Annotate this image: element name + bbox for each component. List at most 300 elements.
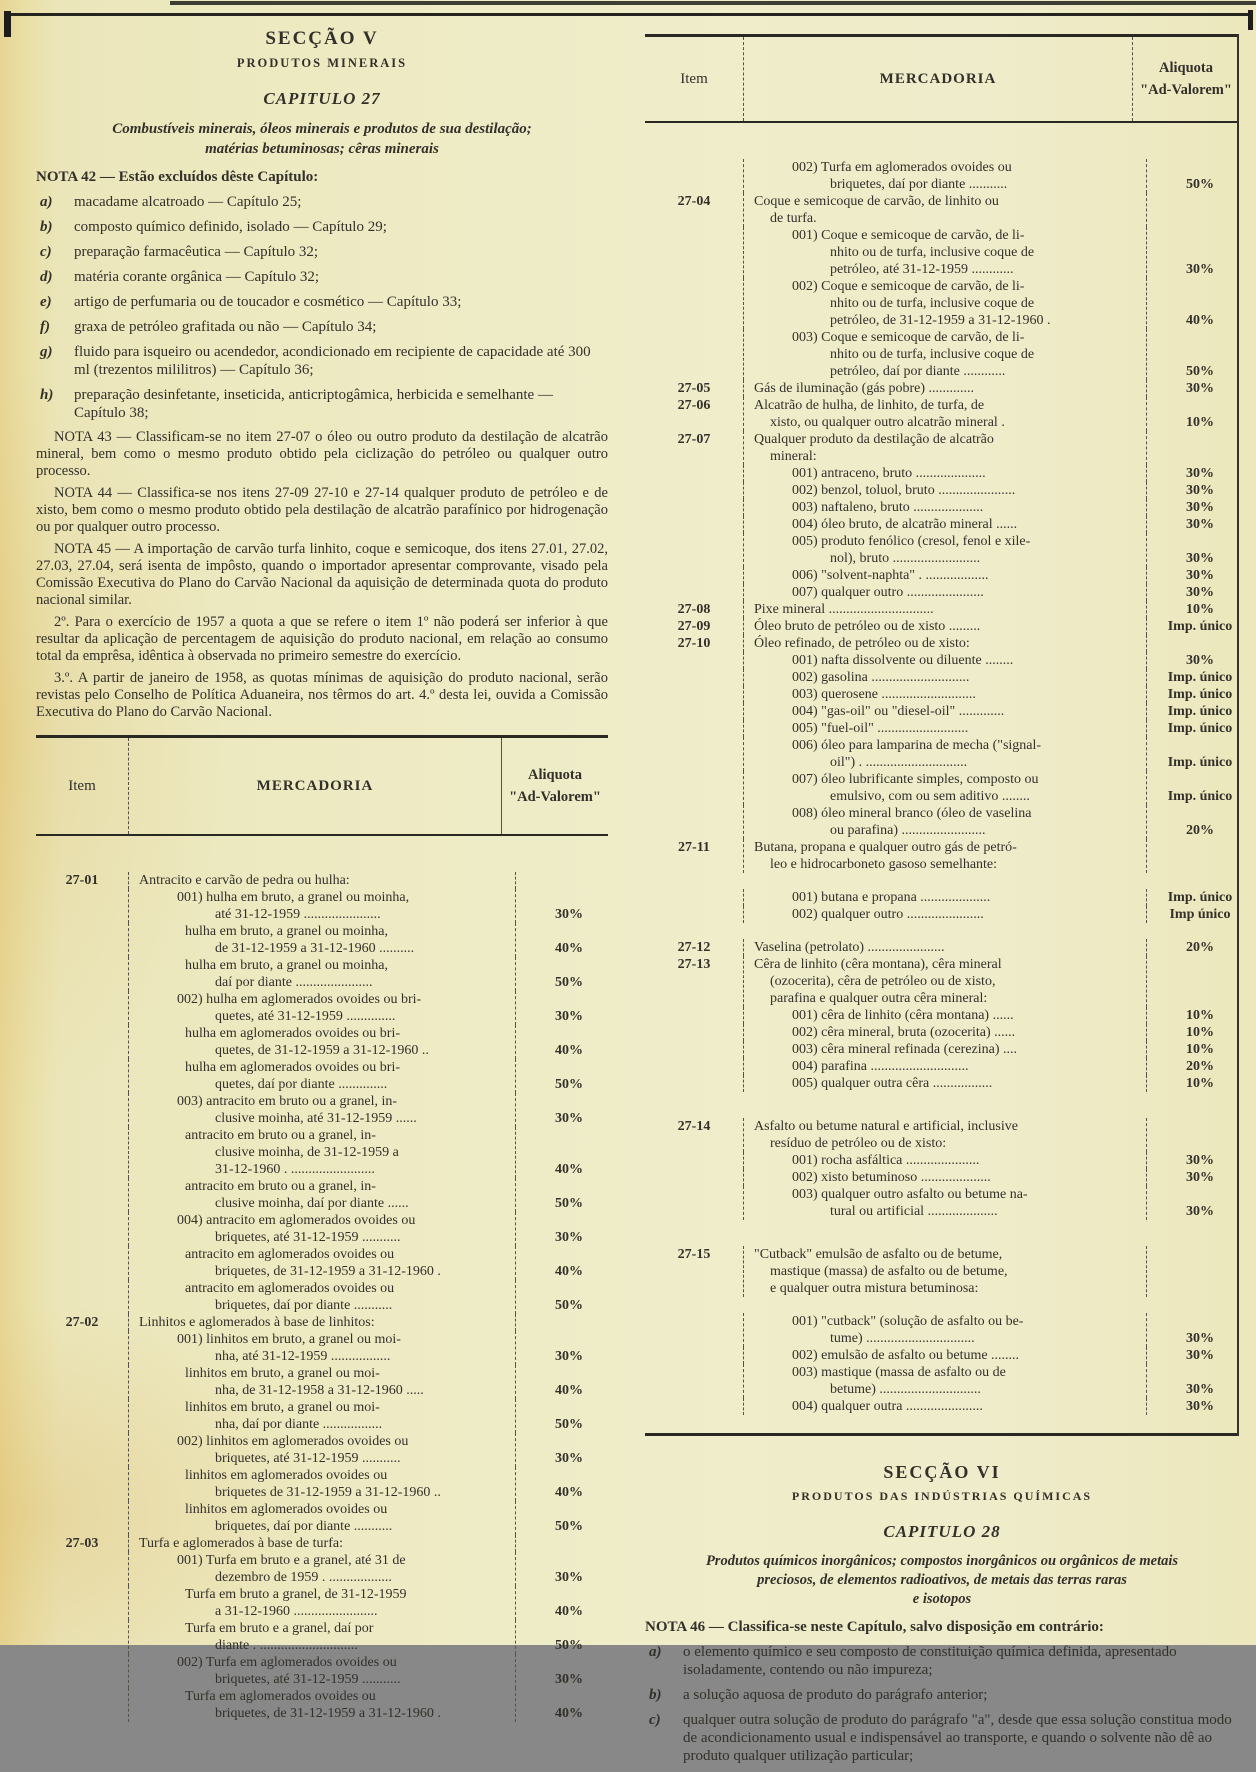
note-item-text: fluido para isqueiro ou acendedor, acondicionado em recipiente de capacidade até 300 ml (trezentos mililitros) — Capítulo 36; [74,344,591,378]
note-item-text: a solução aquosa de produto do parágrafo anterior; [683,1687,988,1703]
merchandise-description [128,1246,516,1280]
rate-value: 40% [555,1383,583,1398]
description-line: xisto, ou qualquer outro alcatrão mineral . [770,415,1005,430]
item-code [645,1041,743,1058]
column-header-mercadoria: MERCADORIA [128,738,502,834]
description-line: de turfa. [770,211,817,226]
merchandise-description [128,1331,516,1365]
note-item [36,386,608,422]
item-code [36,1552,128,1586]
item-code [36,957,128,991]
merchandise-description [743,771,1147,805]
description-line: briquetes de 31-12-1959 a 31-12-1960 .. [215,1485,441,1500]
merchandise-description [743,906,1147,923]
description-line: petróleo, daí por diante ............ [830,364,1006,379]
description-line: daí por diante ...................... [215,975,373,990]
description-line: linhitos em bruto, a granel ou moi- [185,1400,380,1415]
note-item-label: a) [40,194,53,210]
description-line: Asfalto ou betume natural e artificial, inclusive [754,1119,1018,1134]
aliquota-line2: "Ad-Valorem" [509,789,601,805]
tariff-table-right [645,34,1239,1436]
description-line: Turfa em bruto e a granel, daí por [185,1621,374,1636]
rate-value: 30% [1186,1170,1214,1185]
tariff-row [645,601,1237,618]
description-line: e qualquer outra mistura betuminosa: [770,1281,979,1296]
chapter-description-line1: Combustíveis minerais, óleos minerais e produtos de sua destilação; [112,121,532,137]
description-line: 002) hulha em aglomerados ovoides ou bri- [177,992,422,1007]
merchandise-description [743,1169,1147,1186]
tariff-row [645,669,1237,686]
item-code [36,1331,128,1365]
description-line: nhito ou de turfa, inclusive coque de [830,296,1035,311]
description-line: briquetes, até 31-12-1959 ........... [215,1230,401,1245]
description-line: briquetes, de 31-12-1959 a 31-12-1960 . [215,1264,441,1279]
description-line: 006) óleo para lamparina de mecha ("signal- [792,738,1042,753]
description-line: até 31-12-1959 ...................... [215,907,381,922]
note-item-text: graxa de petróleo grafitada ou não — Capítulo 34; [74,319,377,335]
item-code [645,1075,743,1092]
item-code [645,227,743,278]
item-code [645,516,743,533]
item-code [36,1586,128,1620]
tariff-row [36,1212,608,1246]
description-line: Óleo refinado, de petróleo ou de xisto: [754,636,970,651]
merchandise-description [743,720,1147,737]
rate-value: 30% [555,1451,583,1466]
rate-value: 10% [1186,415,1214,430]
tariff-row [645,635,1237,652]
item-code [645,1347,743,1364]
merchandise-description [128,1314,516,1331]
note-item-text: o elemento químico e seu composto de constituição química definida, apresentado isoladamente, contendo ou não impureza; [683,1644,1177,1678]
paragraph: NOTA 45 — A importação de carvão turfa linhito, coque e semicoque, dos itens 27.01, 27.02, 27.03, 27.04, será isenta de impôsto, quando o importador apresentar comprovante, visado pela Comissão Executiva do Plano do Carvão Nacional da aquisição de determinada quota do produto nacional similar. [36,541,608,608]
rate-value: 30% [1186,483,1214,498]
item-code [645,1024,743,1041]
description-line: 31-12-1960 . ........................ [215,1162,375,1177]
tariff-row [645,1313,1237,1347]
item-code [36,889,128,923]
merchandise-description [743,380,1147,397]
description-line: a 31-12-1960 ........................ [215,1604,378,1619]
description-line: petróleo, de 31-12-1959 a 31-12-1960 . [830,313,1051,328]
item-code [645,1364,743,1398]
rate-value: 30% [555,1672,583,1687]
item-code: 27-06 [677,398,711,413]
merchandise-description [128,1586,516,1620]
tariff-row [645,193,1237,227]
merchandise-description [743,956,1147,1007]
description-line: Butana, propana e qualquer outro gás de petró- [754,840,1017,855]
tariff-row [36,1178,608,1212]
rate-value: 30% [555,1570,583,1585]
note-item [645,1686,1239,1704]
aliquota-line1: Aliquota [528,767,582,783]
table-header [36,738,608,834]
merchandise-description [743,193,1147,227]
column-header-item: Item [680,70,708,87]
description-line: Qualquer produto da destilação de alcatrão [754,432,994,447]
description-line: diante . ............................ [215,1638,358,1653]
description-line: nhito ou de turfa, inclusive coque de [830,245,1035,260]
rate-value: 30% [555,1111,583,1126]
rate-value: 30% [1186,1399,1214,1414]
merchandise-description [128,889,516,923]
description-line: linhitos em bruto, a granel ou moi- [185,1366,380,1381]
description-line: briquetes, até 31-12-1959 ........... [215,1451,401,1466]
page-top-rule [170,1,1256,5]
description-line: 002) emulsão de asfalto ou betume ........ [792,1348,1020,1363]
rate-value: 30% [1186,1348,1214,1363]
tariff-row [36,1280,608,1314]
description-line: resíduo de petróleo ou de xisto: [770,1136,947,1151]
rate-value: 50% [555,1417,583,1432]
tariff-row [645,1398,1237,1415]
item-code [645,737,743,771]
description-line: briquetes, daí por diante ........... [830,177,1008,192]
rate-value [1147,431,1253,465]
merchandise-description [128,923,516,957]
rate-value: 50% [1186,364,1214,379]
merchandise-description [128,957,516,991]
rate-value: Imp. único [1167,721,1233,736]
rate-value [516,1535,622,1552]
note-item [36,268,608,286]
tariff-row [645,686,1237,703]
item-code [645,1398,743,1415]
item-code: 27-04 [677,194,711,209]
tariff-row [645,1024,1237,1041]
item-code [645,482,743,499]
paragraph: NOTA 43 — Classificam-se no item 27-07 o óleo ou outro produto da destilação de alcatrão mineral, bem como o mesmo produto obtido pela ciclização do petróleo ou qualquer outro processo. [36,429,608,479]
rate-value: Imp. único [1167,755,1233,770]
tariff-row [36,1586,608,1620]
note-item-label: b) [649,1687,662,1703]
chapter-description [36,119,608,159]
note-item [645,1711,1239,1765]
rate-value: 30% [1186,568,1214,583]
tariff-row [645,1075,1237,1092]
rate-value: 30% [1186,262,1214,277]
description-line: 001) hulha em bruto, a granel ou moinha, [177,890,410,905]
note-item-label: c) [649,1712,661,1728]
tariff-row [645,431,1237,465]
note-item-text: macadame alcatroado — Capítulo 25; [74,194,302,210]
merchandise-description [128,1688,516,1722]
description-line: quetes, de 31-12-1959 a 31-12-1960 .. [215,1043,429,1058]
description-line: Óleo bruto de petróleo ou de xisto ......... [754,619,981,634]
description-line: 001) antraceno, bruto .................... [792,466,986,481]
description-line: petróleo, até 31-12-1959 ............ [830,262,1014,277]
description-line: 002) Turfa em aglomerados ovoides ou [177,1655,397,1670]
description-line: nhito ou de turfa, inclusive coque de [830,347,1035,362]
tariff-row [36,1093,608,1127]
nota42-list [36,193,608,422]
description-line: parafina e qualquer outra cêra mineral: [770,991,988,1006]
rate-value [1147,1246,1253,1297]
note-item-label: f) [40,319,50,335]
merchandise-description [743,1007,1147,1024]
rate-value: 50% [555,1077,583,1092]
description-line: tume) ............................... [830,1331,975,1346]
description-line: 002) cêra mineral, bruta (ozocerita) ...... [792,1025,1016,1040]
description-line: 001) nafta dissolvente ou diluente ........ [792,653,1014,668]
item-code [645,906,743,923]
tariff-row [36,1620,608,1654]
item-code [36,923,128,957]
section-vi-block [645,1462,1239,1765]
item-code [36,1433,128,1467]
description-line: 004) "gas-oil" ou "diesel-oil" ............. [792,704,1005,719]
merchandise-description [128,991,516,1025]
rate-value: Imp. único [1167,704,1233,719]
rate-value: 20% [1186,940,1214,955]
merchandise-description [743,1186,1147,1220]
rate-value: 50% [555,975,583,990]
merchandise-description [128,1178,516,1212]
rate-value: Imp. único [1167,890,1233,905]
chapter-28-description [645,1552,1239,1609]
merchandise-description [743,618,1147,635]
item-code [645,669,743,686]
description-line: quetes, até 31-12-1959 .............. [215,1009,396,1024]
description-line: 002) xisto betuminoso .................... [792,1170,991,1185]
paragraph: 3.º. A partir de janeiro de 1958, as quotas mínimas de aquisição do produto nacional, serão revistas pelo Conselho de Política Aduaneira, nos têrmos do art. 4.º desta lei, ouvida a Comissão Executiva do Plano do Carvão Nacional. [36,670,608,720]
merchandise-description [743,1075,1147,1092]
item-code [36,1399,128,1433]
rate-value: 40% [1186,313,1214,328]
merchandise-description [128,1280,516,1314]
description-line: 003) cêra mineral refinada (cerezina) .... [792,1042,1018,1057]
item-code [645,465,743,482]
item-code [645,329,743,380]
tariff-row [645,1347,1237,1364]
nota42-intro: NOTA 42 — Estão excluídos dêste Capítulo: [36,169,319,185]
note-item-label: h) [40,387,54,403]
note-item-label: c) [40,244,52,260]
merchandise-description [128,1501,516,1535]
tariff-row [36,1552,608,1586]
item-code [36,1212,128,1246]
chapter-title: CAPITULO 27 [263,89,381,108]
merchandise-description [743,584,1147,601]
note-item-text: artigo de perfumaria ou de toucador e cosmético — Capítulo 33; [74,294,462,310]
merchandise-description [128,1552,516,1586]
description-line: 004) antracito em aglomerados ovoides ou [177,1213,416,1228]
tariff-row [645,465,1237,482]
description-line: 006) "solvent-naphta" . .................. [792,568,989,583]
merchandise-description [743,465,1147,482]
description-line: Turfa em bruto a granel, de 31-12-1959 [185,1587,407,1602]
item-code: 27-09 [677,619,711,634]
page-corner-mark-left [4,11,11,37]
item-code: 27-13 [677,957,711,972]
description-line: ou parafina) ........................ [830,823,986,838]
description-line: de 31-12-1959 a 31-12-1960 .......... [215,941,415,956]
tariff-row [36,872,608,889]
tariff-table-left [36,735,608,1732]
item-code: 27-10 [677,636,711,651]
tariff-row [645,516,1237,533]
rate-value: 30% [555,1349,583,1364]
item-code [645,805,743,839]
tariff-row [645,1152,1237,1169]
merchandise-description [743,499,1147,516]
tariff-row [36,1467,608,1501]
description-line: Antracito e carvão de pedra ou hulha: [139,873,350,888]
description-line: clusive moinha, daí por diante ...... [215,1196,409,1211]
tariff-row [36,1314,608,1331]
merchandise-description [743,397,1147,431]
note-item-label: g) [40,344,53,360]
rate-value: 40% [555,1485,583,1500]
description-line: dezembro de 1959 . .................. [215,1570,392,1585]
right-column [645,20,1239,1772]
item-code [36,1365,128,1399]
item-code [645,720,743,737]
rate-value: 20% [1186,1059,1214,1074]
description-line: 002) qualquer outro ...................... [792,907,984,922]
aliquota-line1: Aliquota [1159,60,1213,76]
table-header [645,37,1237,121]
description-line: 001) Coque e semicoque de carvão, de li- [792,228,1025,243]
merchandise-description [743,1364,1147,1398]
item-code [36,1688,128,1722]
tariff-row [645,1364,1237,1398]
merchandise-description [128,1059,516,1093]
tariff-row [645,567,1237,584]
tariff-row [645,906,1237,923]
note-item [36,193,608,211]
item-code [645,533,743,567]
item-code [645,703,743,720]
merchandise-description [743,1152,1147,1169]
column-header-aliquota [1133,57,1239,101]
tariff-row [36,1433,608,1467]
paragraph: preciosos, de elementos radioativos, de metais das terras raras [757,1572,1127,1588]
tariff-row [645,703,1237,720]
tariff-row [645,1118,1237,1152]
description-line: 008) óleo mineral branco (óleo de vaselina [792,806,1032,821]
rate-value: 30% [555,907,583,922]
note-item-text: composto químico definido, isolado — Capítulo 29; [74,219,387,235]
note-item [36,293,608,311]
description-line: Pixe mineral .............................. [754,602,934,617]
description-line: nha, daí por diante ................. [215,1417,383,1432]
item-code [645,1152,743,1169]
merchandise-description [743,533,1147,567]
table-body [36,836,608,1732]
rate-value: Imp. único [1167,619,1233,634]
merchandise-description [743,227,1147,278]
description-line: leo e hidrocarboneto gasoso semelhante: [770,857,998,872]
merchandise-description [743,737,1147,771]
item-code [36,1127,128,1178]
item-code [36,1093,128,1127]
description-line: 001) rocha asfáltica ..................... [792,1153,980,1168]
tariff-row [36,991,608,1025]
note-item [645,1643,1239,1679]
item-code: 27-03 [65,1536,99,1551]
description-line: hulha em aglomerados ovoides ou bri- [185,1026,401,1041]
description-line: 001) linhitos em bruto, a granel ou moi- [177,1332,401,1347]
item-code [645,278,743,329]
merchandise-description [743,1058,1147,1075]
column-header-mercadoria: MERCADORIA [743,37,1133,121]
merchandise-description [743,278,1147,329]
merchandise-description [743,1041,1147,1058]
rate-value: 50% [1186,177,1214,192]
chapter-28-title: CAPITULO 28 [883,1522,1001,1541]
item-code [36,1280,128,1314]
rate-value: 40% [555,1043,583,1058]
merchandise-description [128,1433,516,1467]
description-line: nha, de 31-12-1958 a 31-12-1960 ..... [215,1383,424,1398]
merchandise-description [743,1024,1147,1041]
rate-value: 40% [555,1264,583,1279]
merchandise-description [128,1535,516,1552]
merchandise-description [743,635,1147,652]
description-line: Turfa em aglomerados ovoides ou [185,1689,376,1704]
rate-value: 50% [555,1298,583,1313]
description-line: 005) "fuel-oil" .......................... [792,721,969,736]
rate-value: 10% [1186,1076,1214,1091]
item-code [645,686,743,703]
item-code [645,1169,743,1186]
rate-value: Imp. único [1167,670,1233,685]
item-code [645,1007,743,1024]
rate-value: 10% [1186,1025,1214,1040]
item-code [645,889,743,906]
tariff-row [645,839,1237,873]
merchandise-description [743,567,1147,584]
merchandise-description [743,686,1147,703]
merchandise-description [128,1654,516,1688]
rate-value: 30% [1186,585,1214,600]
merchandise-description [743,329,1147,380]
description-line: antracito em bruto ou a granel, in- [185,1179,376,1194]
tariff-row [645,380,1237,397]
description-line: briquetes, daí por diante ........... [215,1298,393,1313]
item-code [36,1620,128,1654]
description-line: Alcatrão de hulha, de linhito, de turfa, de [754,398,985,413]
rate-value: 10% [1186,1008,1214,1023]
nota46-list [645,1643,1239,1765]
tariff-row [36,923,608,957]
description-line: hulha em aglomerados ovoides ou bri- [185,1060,401,1075]
description-line: antracito em aglomerados ovoides ou [185,1281,395,1296]
description-line: Cêra de linhito (cêra montana), cêra mineral [754,957,1002,972]
item-code: 27-12 [677,940,711,955]
description-line: betume) ............................. [830,1382,981,1397]
paragraph: NOTA 44 — Classifica-se nos itens 27-09 27-10 e 27-14 qualquer produto de petróleo e de xisto, bem como o mesmo produto obtido pela destilação de alcatrão parafínico por hidrogenação ou por qualquer outro processo. [36,485,608,535]
tariff-row [645,1007,1237,1024]
tariff-row [645,278,1237,329]
merchandise-description [743,601,1147,618]
item-code [645,652,743,669]
tariff-row [645,1041,1237,1058]
page-top-rule-2 [6,13,1250,16]
description-line: oil") . ............................. [830,755,968,770]
tariff-row [645,584,1237,601]
note-item-label: d) [40,269,53,285]
rate-value [1147,839,1253,873]
rate-value [1147,635,1253,652]
merchandise-description [128,1399,516,1433]
rate-value: 30% [555,1009,583,1024]
tariff-row [645,652,1237,669]
rate-value: 50% [555,1196,583,1211]
tariff-row [36,1059,608,1093]
